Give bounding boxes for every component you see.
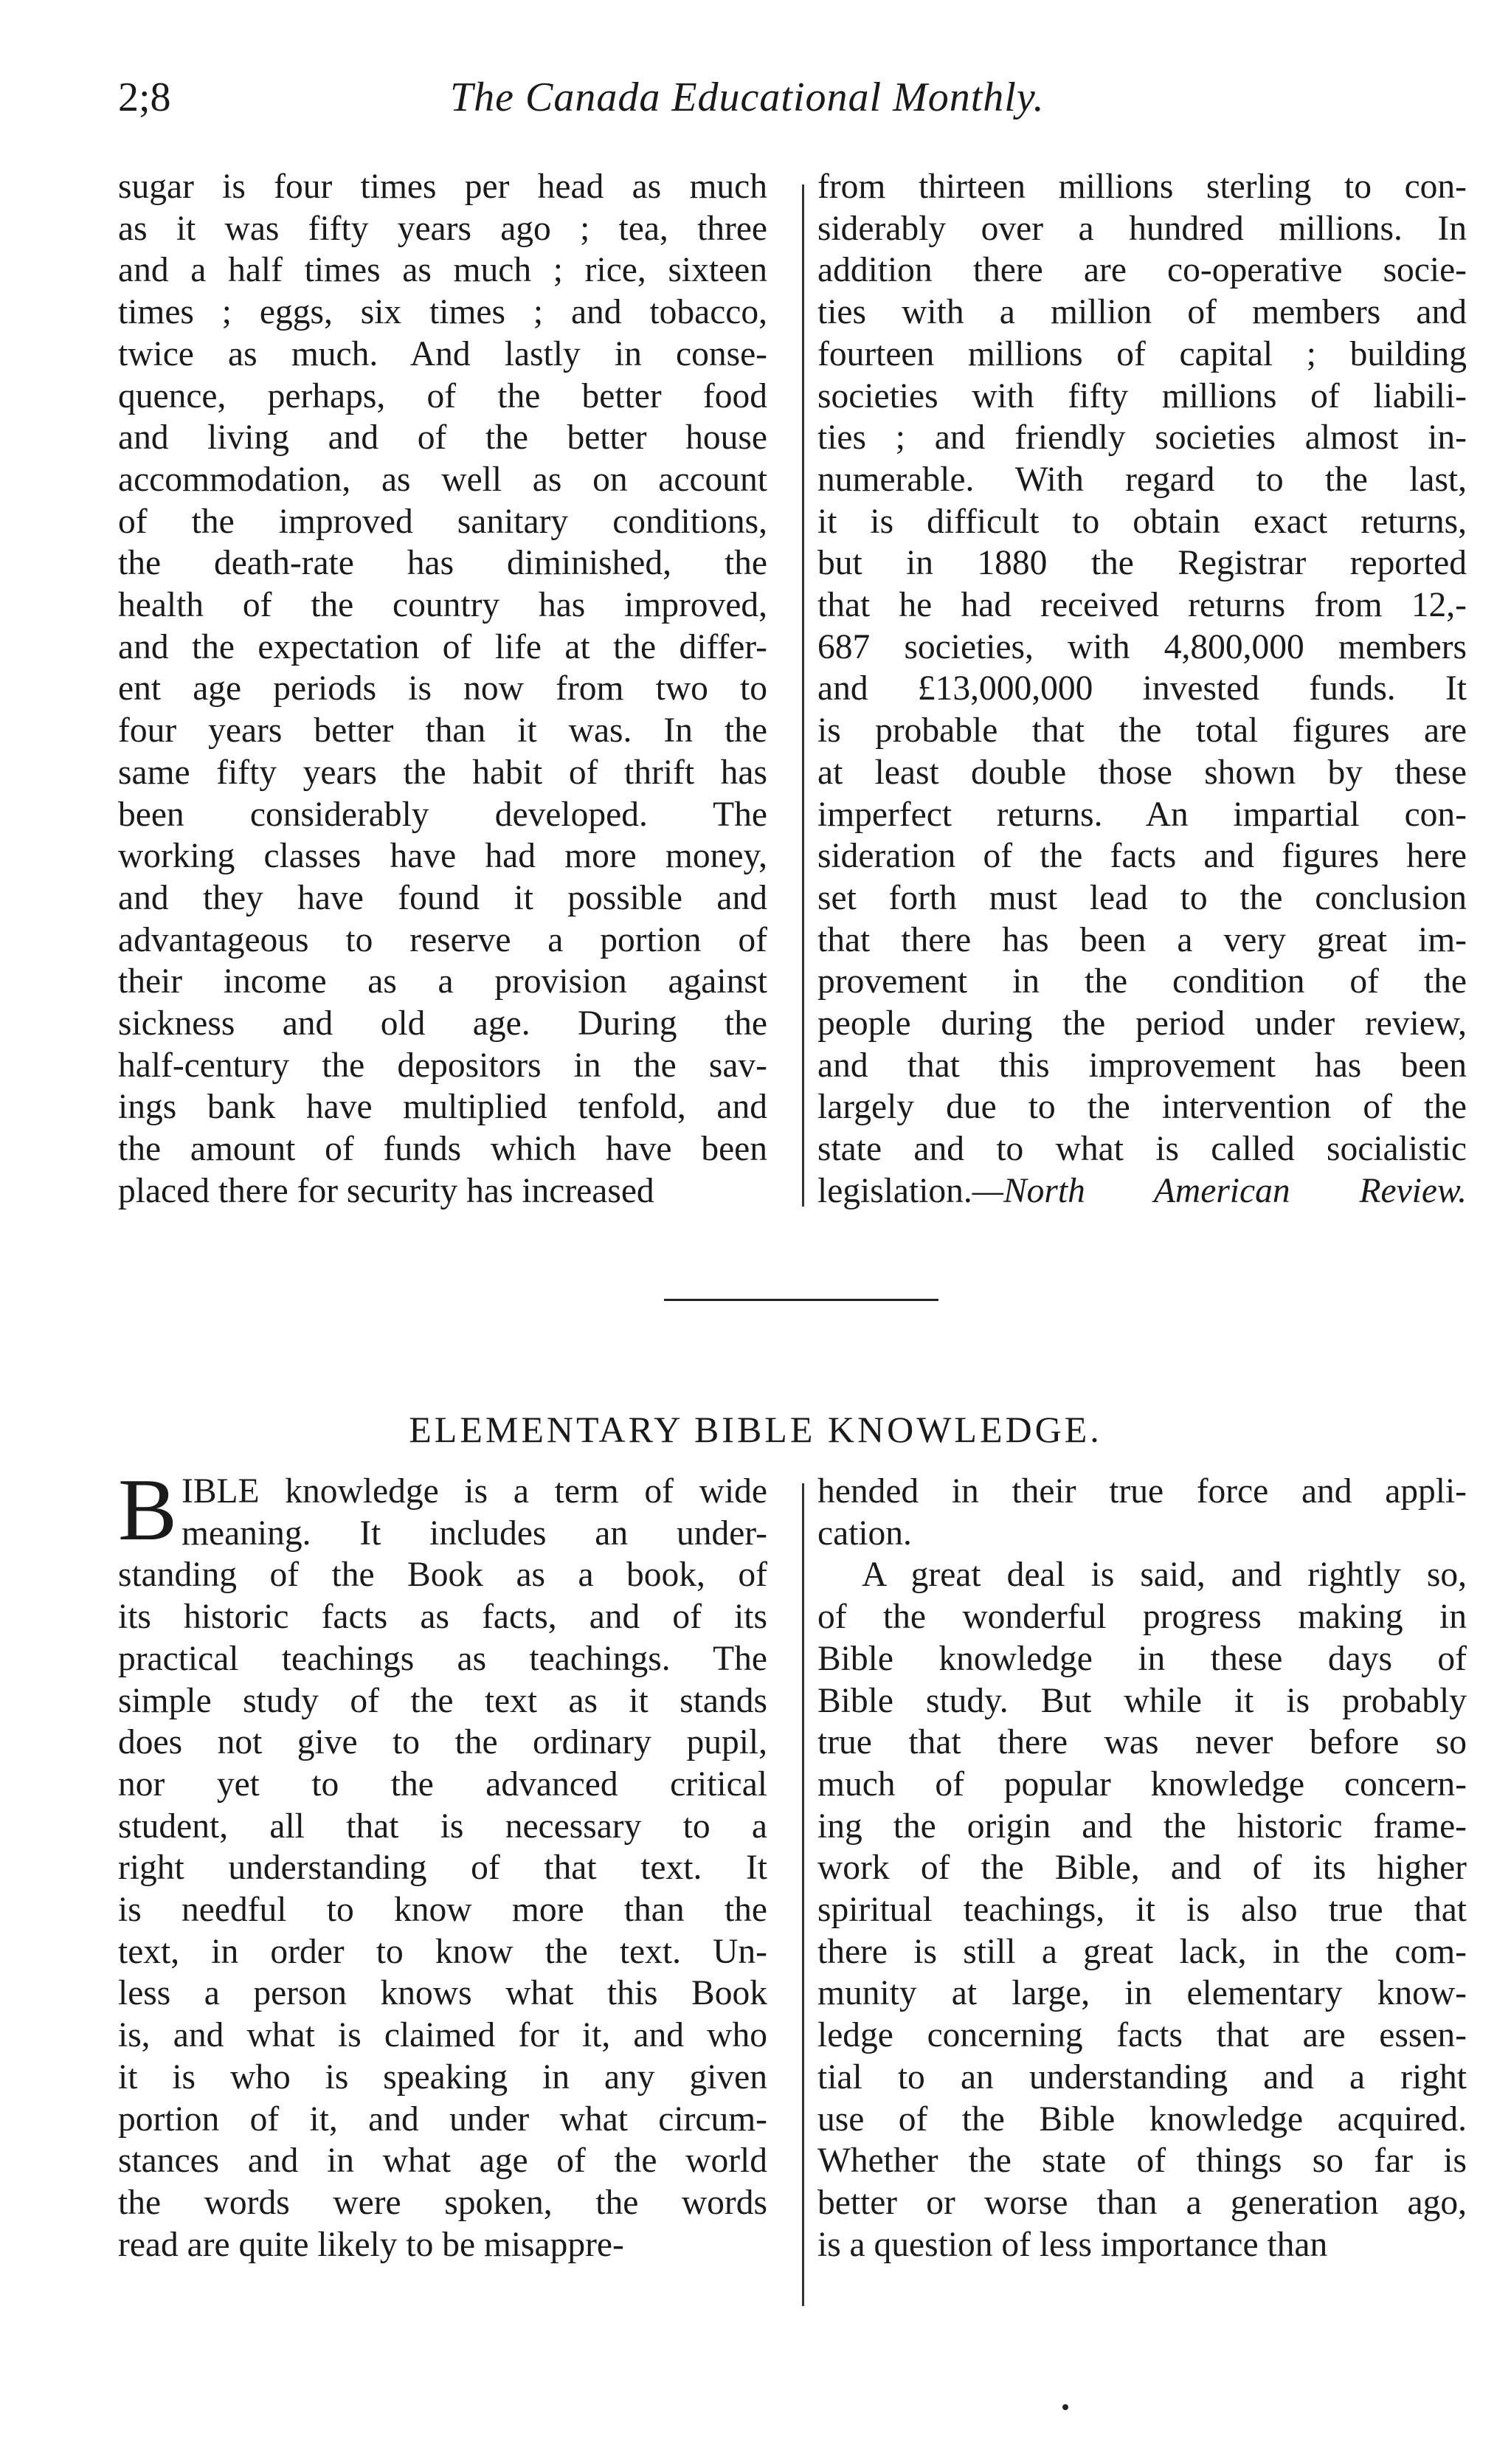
text-line: IBLE knowledge is a term of wide <box>181 1472 767 1511</box>
text-line: Bible study. But while it is probably <box>817 1681 1467 1720</box>
text-line: meaning. It includes an under- <box>181 1514 767 1553</box>
article1-column-left <box>118 166 767 1212</box>
text-line: as it was fifty years ago ; tea, three <box>118 209 767 248</box>
text-line: been considerably developed. The <box>118 795 767 834</box>
article2-column-right <box>817 1471 1467 2265</box>
text-line: portion of it, and under what circum- <box>118 2099 767 2139</box>
printers-mark <box>1062 2404 1068 2410</box>
text-line: text, in order to know the text. Un- <box>118 1932 767 1971</box>
text-line: less a person knows what this Book <box>118 1974 767 2013</box>
text-line: times ; eggs, six times ; and tobacco, <box>118 293 767 332</box>
text-line: and living and of the better house <box>118 418 767 458</box>
text-line: is, and what is claimed for it, and who <box>118 2016 767 2055</box>
closing-text: legislation. <box>817 1171 972 1210</box>
text-line: munity at large, in elementary know- <box>817 1974 1467 2013</box>
text-line: read are quite likely to be misappre- <box>118 2225 624 2264</box>
text-line: is probable that the total figures are <box>817 711 1467 750</box>
text-line: standing of the Book as a book, of <box>118 1556 767 1595</box>
text-line: nor yet to the advanced critical <box>118 1764 767 1804</box>
text-line: ties with a million of members and <box>817 293 1467 332</box>
text-line: sickness and old age. During the <box>118 1004 767 1043</box>
column-divider-top <box>802 184 804 1207</box>
text-line: Bible knowledge in these days of <box>817 1639 1467 1678</box>
text-line: the amount of funds which have been <box>118 1130 767 1169</box>
text-line: health of the country has improved, <box>118 586 767 625</box>
text-line: placed there for security has increased <box>118 1171 654 1210</box>
text-line: quence, perhaps, of the better food <box>118 376 767 415</box>
text-line: is needful to know more than the <box>118 1891 767 1930</box>
text-line: right understanding of that text. It <box>118 1849 767 1888</box>
article1-column-right <box>817 166 1467 1212</box>
text-line: of the improved sanitary conditions, <box>118 502 767 541</box>
text-line: much of popular knowledge concern- <box>817 1764 1467 1804</box>
text-line: true that there was never before so <box>817 1723 1467 1762</box>
text-line: but in 1880 the Registrar reported <box>817 544 1467 583</box>
text-line: is a question of less importance than <box>817 2225 1328 2264</box>
article-title: ELEMENTARY BIBLE KNOWLEDGE. <box>409 1409 1102 1450</box>
text-line: it is difficult to obtain exact returns, <box>817 502 1467 541</box>
text-line: numerable. With regard to the last, <box>817 460 1467 499</box>
text-line: ent age periods is now from two to <box>118 669 767 708</box>
text-line: twice as much. And lastly in conse- <box>118 334 767 373</box>
text-line: and that this improvement has been <box>817 1046 1467 1085</box>
text-line: accommodation, as well as on account <box>118 460 767 499</box>
text-line: simple study of the text as it stands <box>118 1681 767 1720</box>
text-line: stances and in what age of the world <box>118 2142 767 2181</box>
column-divider-bottom <box>802 1483 804 2306</box>
text-line: from thirteen millions sterling to con- <box>817 168 1467 206</box>
text-line: student, all that is necessary to a <box>118 1806 767 1846</box>
text-line: sugar is four times per head as much <box>118 168 767 206</box>
text-line: 687 societies, with 4,800,000 members <box>817 627 1467 666</box>
text-line: ties ; and friendly societies almost in- <box>817 418 1467 458</box>
text-line: half-century the depositors in the sav- <box>118 1046 767 1085</box>
text-line: addition there are co-operative socie- <box>817 251 1467 290</box>
text-line: and a half times as much ; rice, sixteen <box>118 251 767 290</box>
text-line: advantageous to reserve a portion of <box>118 920 767 959</box>
text-line: and £13,000,000 invested funds. It <box>817 669 1467 708</box>
text-line: tial to an understanding and a right <box>817 2057 1467 2097</box>
text-line: ings bank have multiplied tenfold, and <box>118 1088 767 1127</box>
text-line: sideration of the facts and figures here <box>817 837 1467 876</box>
text-line: at least double those shown by these <box>817 753 1467 792</box>
text-line: the death-rate has diminished, the <box>118 544 767 583</box>
text-line: Whether the state of things so far is <box>817 2142 1467 2181</box>
text-line: people during the period under review, <box>817 1004 1467 1043</box>
text-line: largely due to the intervention of the <box>817 1088 1467 1127</box>
journal-title: The Canada Educational Monthly. <box>450 75 1045 120</box>
page-number: 2;8 <box>118 75 171 120</box>
text-line: ing the origin and the historic frame- <box>817 1806 1467 1846</box>
closing-line <box>817 1170 1467 1212</box>
text-line: better or worse than a generation ago, <box>817 2183 1467 2222</box>
text-line: does not give to the ordinary pupil, <box>118 1723 767 1762</box>
text-line: work of the Bible, and of its higher <box>817 1849 1467 1888</box>
section-separator-rule <box>664 1299 938 1301</box>
text-line: use of the Bible knowledge acquired. <box>817 2099 1467 2139</box>
text-line: of the wonderful progress making in <box>817 1598 1467 1637</box>
text-line: A great deal is said, and rightly so, <box>862 1556 1467 1595</box>
text-line: ledge concerning facts that are essen- <box>817 2016 1467 2055</box>
text-line: spiritual teachings, it is also true that <box>817 1891 1467 1930</box>
source-attribution: —North American Review. <box>972 1171 1467 1210</box>
drop-cap: B <box>118 1460 178 1559</box>
text-line: working classes have had more money, <box>118 837 767 876</box>
text-line: four years better than it was. In the <box>118 711 767 750</box>
text-line: their income as a provision against <box>118 962 767 1001</box>
text-line: siderably over a hundred millions. In <box>817 209 1467 248</box>
text-line: hended in their true force and appli- <box>817 1472 1467 1511</box>
text-line: state and to what is called socialistic <box>817 1130 1467 1169</box>
text-line: its historic facts as facts, and of its <box>118 1598 767 1637</box>
text-line: there is still a great lack, in the com- <box>817 1932 1467 1971</box>
text-line: and the expectation of life at the differ- <box>118 627 767 666</box>
text-line: the words were spoken, the words <box>118 2183 767 2222</box>
text-line: that there has been a very great im- <box>817 920 1467 959</box>
text-line: same fifty years the habit of thrift has <box>118 753 767 792</box>
article2-column-left <box>118 1460 767 2265</box>
text-line: cation. <box>817 1514 912 1553</box>
text-line: provement in the condition of the <box>817 962 1467 1001</box>
text-line: practical teachings as teachings. The <box>118 1639 767 1678</box>
text-line: imperfect returns. An impartial con- <box>817 795 1467 834</box>
text-line: that he had received returns from 12,- <box>817 586 1467 625</box>
text-line: fourteen millions of capital ; building <box>817 334 1467 373</box>
text-line: and they have found it possible and <box>118 878 767 917</box>
text-line: societies with fifty millions of liabili- <box>817 376 1467 415</box>
text-line: it is who is speaking in any given <box>118 2057 767 2097</box>
text-line: set forth must lead to the conclusion <box>817 878 1467 917</box>
